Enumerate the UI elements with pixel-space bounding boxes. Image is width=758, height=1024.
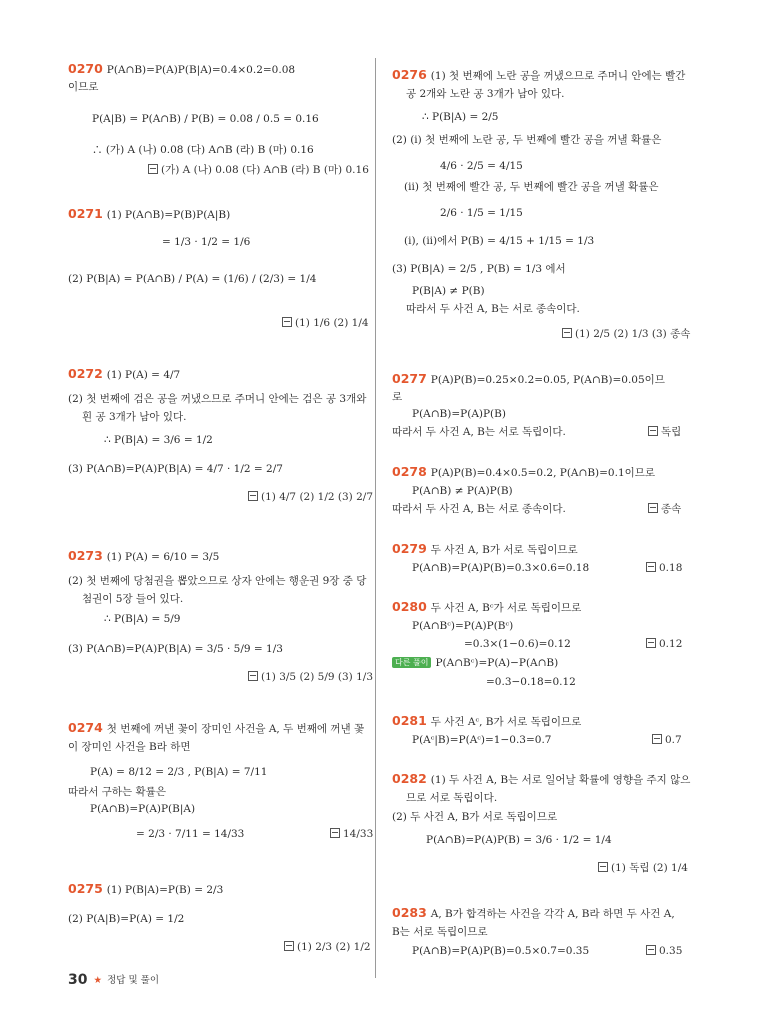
line-text: 흰 공 3개가 남아 있다. (82, 411, 187, 423)
answer-text (248, 491, 373, 503)
solution-line (426, 833, 612, 847)
solution-line (412, 284, 485, 298)
solution-line (406, 87, 564, 101)
solution-line (486, 675, 576, 689)
line-text: P(Aᶜ|B)=P(Aᶜ)=1−0.3=0.7 (412, 734, 552, 746)
solution-line (392, 656, 558, 670)
answer-line (248, 670, 373, 684)
answer-value: (1) 독립 (2) 1/4 (611, 862, 688, 874)
solution-line (68, 912, 184, 926)
line-text: 첫 번째에 꺼낸 꽃이 장미인 사건을 A, 두 번째에 꺼낸 꽃 (106, 723, 365, 735)
solution-line (392, 390, 402, 404)
answer-text (248, 671, 373, 683)
answer-line (598, 861, 688, 875)
line-text: (ii) 첫 번째에 빨간 공, 두 번째에 빨간 공을 꺼낼 확률은 (404, 181, 659, 193)
answer-mark-icon (598, 862, 608, 872)
line-text: (1) 첫 번째에 노란 공을 꺼냈으므로 주머니 안에는 빨간 (430, 70, 686, 82)
problem-number: 0275 (68, 881, 103, 896)
footer-label: 정답 및 풀이 (107, 975, 160, 986)
page-footer (68, 972, 159, 988)
answer-value: (1) 2/3 (2) 1/2 (297, 941, 371, 953)
page-number: 30 (68, 972, 88, 988)
answer-mark-icon (648, 503, 658, 513)
problem-number: 0272 (68, 366, 103, 381)
answer-value: (1) 2/5 (2) 1/3 (3) 종속 (575, 328, 691, 340)
problem-0280 (392, 600, 581, 615)
solution-line (392, 133, 661, 147)
solution-line (68, 740, 191, 754)
solution-line (68, 80, 98, 94)
solution-line (90, 765, 267, 779)
problem-number: 0280 (392, 599, 427, 614)
problem-0273 (68, 549, 219, 564)
line-text: P(A∩B)=P(A)P(B|A) (90, 803, 196, 815)
problem-number: 0274 (68, 720, 103, 735)
solution-line (412, 619, 513, 633)
line-text: 따라서 두 사건 A, B는 서로 종속이다. (406, 303, 580, 315)
problem-0278 (392, 465, 655, 480)
line-text: P(A∩B) ≠ P(A)P(B) (412, 485, 513, 497)
answer-mark-icon (562, 328, 572, 338)
line-text: (3) P(A∩B)=P(A)P(B|A) = 3/5 · 5/9 = 1/3 (68, 643, 283, 655)
line-text: 따라서 두 사건 A, B는 서로 독립이다. (392, 426, 566, 438)
problem-number: 0279 (392, 541, 427, 556)
line-text: (2) P(A|B)=P(A) = 1/2 (68, 913, 185, 925)
line-text: (3) P(B|A) = 2/5 , P(B) = 1/3 에서 (392, 263, 566, 275)
solution-line (68, 392, 366, 406)
problem-number: 0282 (392, 771, 427, 786)
problem-0272 (68, 367, 180, 382)
answer-value: (1) 1/6 (2) 1/4 (295, 317, 369, 329)
line-text: 로 (392, 391, 403, 403)
answer-line (330, 827, 373, 841)
answer-text (652, 734, 682, 746)
problem-0271 (68, 207, 230, 222)
solution-line (68, 272, 316, 286)
answer-line (562, 327, 690, 341)
answer-text (330, 828, 373, 840)
line-text: A, B가 합격하는 사건을 각각 A, B라 하면 두 사건 A, (430, 908, 675, 920)
answer-mark-icon (330, 828, 340, 838)
line-text: 두 사건 A, Bᶜ가 서로 독립이므로 (430, 602, 582, 614)
solution-line (162, 235, 250, 249)
answer-value: 0.18 (659, 562, 683, 574)
answer-value: 0.35 (659, 945, 683, 957)
problem-number: 0276 (392, 67, 427, 82)
line-text: P(A∩B)=P(A)P(B) = 3/6 · 1/2 = 1/4 (426, 834, 612, 846)
answer-value: (가) A (나) 0.08 (다) A∩B (라) B (마) 0.16 (161, 164, 369, 176)
solution-line (392, 810, 557, 824)
line-text: 두 사건 A, B가 서로 독립이므로 (430, 544, 578, 556)
answer-text (282, 317, 369, 329)
line-text: =0.3−0.18=0.12 (486, 676, 576, 688)
solution-line (412, 733, 551, 747)
line-text: 이 장미인 사건을 B라 하면 (68, 741, 191, 753)
solution-line (92, 112, 319, 126)
line-text: P(A∩Bᶜ)=P(A)−P(A∩B) (435, 657, 559, 669)
line-text: P(A∩B)=P(A)P(B)=0.5×0.7=0.35 (412, 945, 590, 957)
line-text: P(A|B) = P(A∩B) / P(B) = 0.08 / 0.5 = 0.16 (92, 113, 319, 125)
answer-mark-icon (248, 671, 258, 681)
answer-value: 종속 (661, 503, 682, 515)
line-text: 2/6 · 1/5 = 1/15 (440, 207, 523, 219)
problem-number: 0278 (392, 464, 427, 479)
answer-mark-icon (284, 941, 294, 951)
solution-line (440, 206, 523, 220)
line-text: (2) 첫 번째에 당첨권을 뽑았으므로 상자 안에는 행운권 9장 중 당 (68, 575, 367, 587)
line-text: P(A)P(B)=0.4×0.5=0.2, P(A∩B)=0.1이므로 (430, 467, 656, 479)
line-text: (i), (ii)에서 P(B) = 4/15 + 1/15 = 1/3 (404, 235, 595, 247)
line-text: (2) 첫 번째에 검은 공을 꺼냈으므로 주머니 안에는 검은 공 3개와 (68, 393, 367, 405)
line-text: P(A∩B)=P(A)P(B)=0.3×0.6=0.18 (412, 562, 590, 574)
answer-mark-icon (646, 562, 656, 572)
answer-mark-icon (148, 164, 158, 174)
answer-line (648, 425, 681, 439)
answer-line (282, 316, 369, 330)
solution-line (82, 410, 187, 424)
line-text: 두 사건 Aᶜ, B가 서로 독립이므로 (430, 716, 582, 728)
line-text: (2) (i) 첫 번째에 노란 공, 두 번째에 빨간 공을 꺼낼 확률은 (392, 134, 662, 146)
answer-text (646, 562, 682, 574)
answer-value: 0.7 (665, 734, 682, 746)
solution-line (392, 425, 566, 439)
line-text: (1) P(A∩B)=P(B)P(A|B) (106, 209, 231, 221)
answer-mark-icon (282, 317, 292, 327)
line-text: ∴ (가) A (나) 0.08 (다) A∩B (라) B (마) 0.16 (92, 144, 314, 156)
answer-line (646, 561, 682, 575)
solution-line (464, 637, 571, 651)
line-text: 4/6 · 2/5 = 4/15 (440, 160, 523, 172)
answer-text (562, 328, 690, 340)
star-icon: ★ (93, 975, 103, 986)
line-text: (2) P(B|A) = P(A∩B) / P(A) = (1/6) / (2/3) = 1/4 (68, 273, 317, 285)
solution-line (412, 407, 506, 421)
solution-line (82, 592, 183, 606)
solution-line (104, 433, 213, 447)
solution-line (404, 234, 594, 248)
problem-0279 (392, 542, 578, 557)
line-text: P(A) = 8/12 = 2/3 , P(B|A) = 7/11 (90, 766, 268, 778)
line-text: 이므로 (68, 81, 99, 93)
line-text: (1) 두 사건 A, B는 서로 일어날 확률에 영향을 주지 않으 (430, 774, 691, 786)
line-text: ∴ P(B|A) = 5/9 (104, 613, 181, 625)
answer-text (646, 638, 682, 650)
answer-mark-icon (646, 638, 656, 648)
solution-line (422, 110, 498, 124)
answer-line (284, 940, 371, 954)
solution-line (68, 574, 366, 588)
line-text: P(A∩B)=P(A)P(B|A)=0.4×0.2=0.08 (106, 64, 296, 76)
line-text: (2) 두 사건 A, B가 서로 독립이므로 (392, 811, 558, 823)
line-text: = 1/3 · 1/2 = 1/6 (162, 236, 251, 248)
answer-value: 14/33 (343, 828, 374, 840)
answer-mark-icon (648, 426, 658, 436)
problem-number: 0273 (68, 548, 103, 563)
answer-line (248, 490, 373, 504)
solution-line (412, 484, 513, 498)
line-text: = 2/3 · 7/11 = 14/33 (136, 828, 245, 840)
answer-mark-icon (248, 491, 258, 501)
column-divider (375, 58, 376, 978)
line-text: (1) P(A) = 4/7 (106, 369, 181, 381)
answer-line (648, 502, 681, 516)
problem-0270 (68, 62, 295, 77)
solution-line (104, 612, 180, 626)
line-text: ∴ P(B|A) = 3/6 = 1/2 (104, 434, 213, 446)
line-text: 므로 서로 독립이다. (406, 792, 498, 804)
answer-value: 독립 (661, 426, 682, 438)
solution-line (392, 925, 488, 939)
line-text: ∴ P(B|A) = 2/5 (422, 111, 499, 123)
line-text: =0.3×(1−0.6)=0.12 (464, 638, 571, 650)
solution-line (136, 827, 244, 841)
solution-line (68, 462, 283, 476)
answer-line (646, 944, 682, 958)
line-text: P(A∩Bᶜ)=P(A)P(Bᶜ) (412, 620, 514, 632)
solution-line (392, 262, 566, 276)
answer-text (648, 503, 681, 515)
answer-value: 0.12 (659, 638, 683, 650)
alt-solution-badge: 다른 풀이 (392, 657, 431, 668)
problem-0282 (392, 772, 690, 787)
line-text: (1) P(B|A)=P(B) = 2/3 (106, 884, 224, 896)
answer-mark-icon (652, 734, 662, 744)
problem-0281 (392, 714, 581, 729)
line-text: 따라서 두 사건 A, B는 서로 종속이다. (392, 503, 566, 515)
answer-line (148, 163, 369, 177)
problem-0274 (68, 721, 364, 736)
answer-value: (1) 3/5 (2) 5/9 (3) 1/3 (261, 671, 374, 683)
line-text: P(A∩B)=P(A)P(B) (412, 408, 506, 420)
solution-line (68, 642, 283, 656)
answer-text (284, 941, 371, 953)
answer-line (646, 637, 682, 651)
answer-line (652, 733, 682, 747)
answer-mark-icon (646, 945, 656, 955)
problem-0277 (392, 372, 665, 387)
solution-line (92, 143, 314, 157)
answer-text (148, 164, 369, 176)
solution-line (68, 785, 166, 799)
answer-text (646, 945, 682, 957)
problem-0276 (392, 68, 685, 83)
line-text: P(A)P(B)=0.25×0.2=0.05, P(A∩B)=0.05이므 (430, 374, 665, 386)
line-text: 따라서 구하는 확률은 (68, 786, 166, 798)
line-text: (1) P(A) = 6/10 = 3/5 (106, 551, 220, 563)
answer-text (648, 426, 681, 438)
solution-line (440, 159, 523, 173)
problem-number: 0283 (392, 905, 427, 920)
problem-number: 0270 (68, 61, 103, 76)
line-text: 공 2개와 노란 공 3개가 남아 있다. (406, 88, 565, 100)
line-text: 첨권이 5장 들어 있다. (82, 593, 184, 605)
problem-number: 0277 (392, 371, 427, 386)
solution-line (406, 791, 497, 805)
solution-line (412, 561, 589, 575)
problem-0275 (68, 882, 223, 897)
solution-line (392, 502, 566, 516)
problem-0283 (392, 906, 675, 921)
solution-line (406, 302, 580, 316)
line-text: (3) P(A∩B)=P(A)P(B|A) = 4/7 · 1/2 = 2/7 (68, 463, 283, 475)
solution-line (412, 944, 589, 958)
solution-line (90, 802, 195, 816)
problem-number: 0271 (68, 206, 103, 221)
line-text: P(B|A) ≠ P(B) (412, 285, 485, 297)
solution-line (404, 180, 658, 194)
answer-text (598, 862, 688, 874)
answer-value: (1) 4/7 (2) 1/2 (3) 2/7 (261, 491, 374, 503)
problem-number: 0281 (392, 713, 427, 728)
line-text: B는 서로 독립이므로 (392, 926, 488, 938)
